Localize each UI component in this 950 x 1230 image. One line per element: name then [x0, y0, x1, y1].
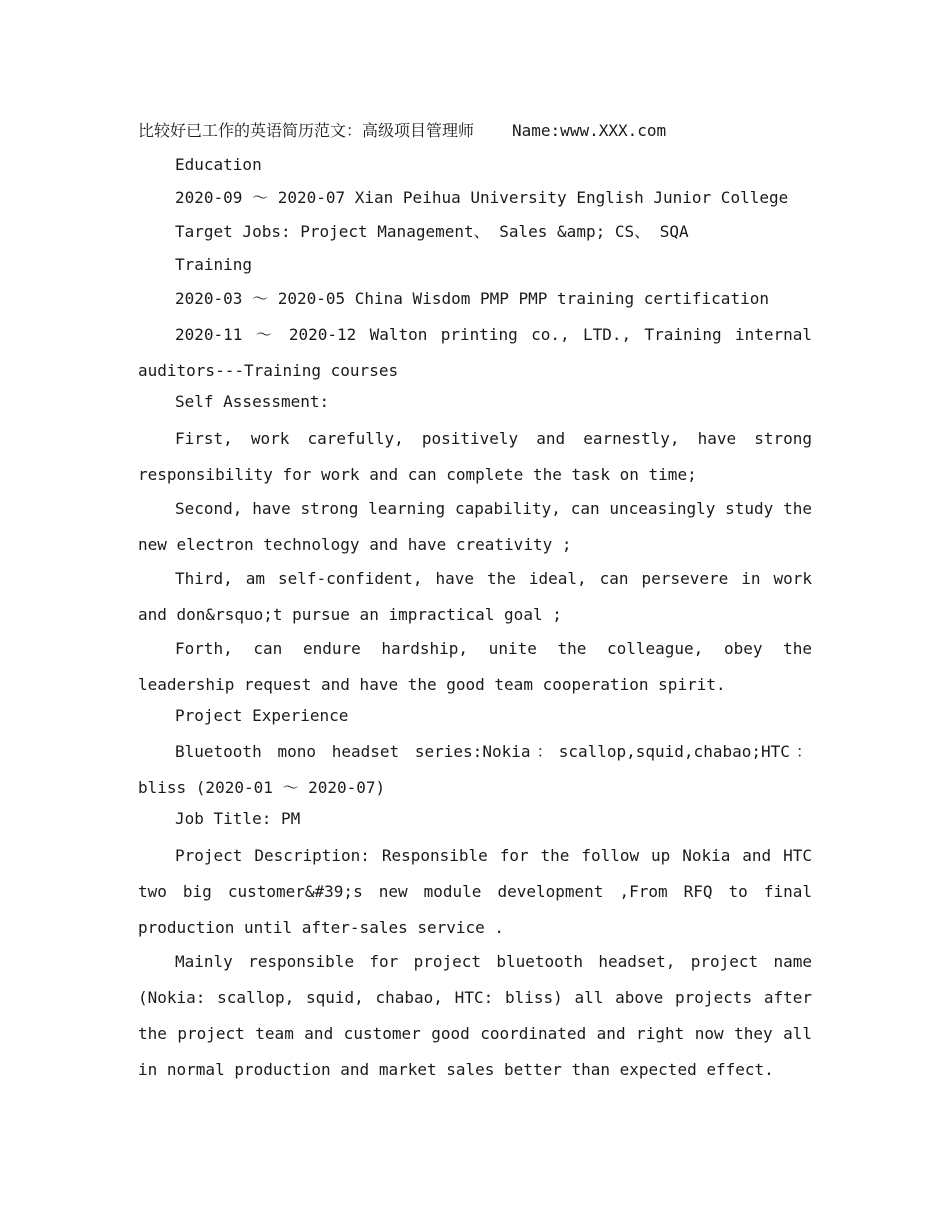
self-assessment-item: Third, am self-confident, have the ideal, can persevere in work and don&rsquo;t pursue an impractical goal ;	[138, 568, 812, 624]
resume-body	[138, 116, 812, 1086]
self-assessment-item: Forth, can endure hardship, unite the colleague, obey the leadership request and have the good team cooperation spirit.	[138, 638, 812, 694]
title-row	[138, 116, 812, 150]
project-series: Bluetooth mono headset series:Nokia：scallop,squid,chabao;HTC：bliss (2020-01 ～ 2020-07)	[138, 742, 812, 797]
training-entry-1: 2020-03 ～ 2020-05 China Wisdom PMP PMP training certification	[175, 288, 769, 308]
training-entry-2: 2020-11 ～ 2020-12 Walton printing co., LTD., Training internal auditors---Training courses	[138, 325, 812, 380]
project-heading: Project Experience	[175, 705, 349, 725]
self-assessment-heading: Self Assessment:	[175, 392, 330, 411]
target-jobs: Target Jobs: Project Management、 Sales &amp; CS、 SQA	[175, 221, 689, 241]
self-assessment-item: First, work carefully, positively and earnestly, have strong responsibility for work and can complete the task on time;	[138, 428, 812, 484]
training-heading: Training	[175, 255, 253, 274]
education-heading: Education	[175, 154, 262, 174]
project-summary: Mainly responsible for project bluetooth headset, project name (Nokia: scallop, squid, chabao, HTC: bliss) all above projects after the project team and customer good coordinated and right now they all in normal production and market sales better than expected effect.	[138, 951, 812, 1079]
document-title: 比较好已工作的英语简历范文：高级项目管理师	[138, 121, 475, 140]
education-entry: 2020-09 ～ 2020-07 Xian Peihua University English Junior College	[175, 188, 789, 207]
self-assessment-item: Second, have strong learning capability, can unceasingly study the new electron technology and have creativity ;	[138, 498, 812, 554]
project-description: Project Description: Responsible for the follow up Nokia and HTC two big customer&#39;s new module development ,From RFQ to final production until after-sales service .	[138, 845, 812, 937]
job-title: Job Title: PM	[175, 809, 301, 828]
name-line: Name:www.XXX.com	[512, 121, 667, 140]
